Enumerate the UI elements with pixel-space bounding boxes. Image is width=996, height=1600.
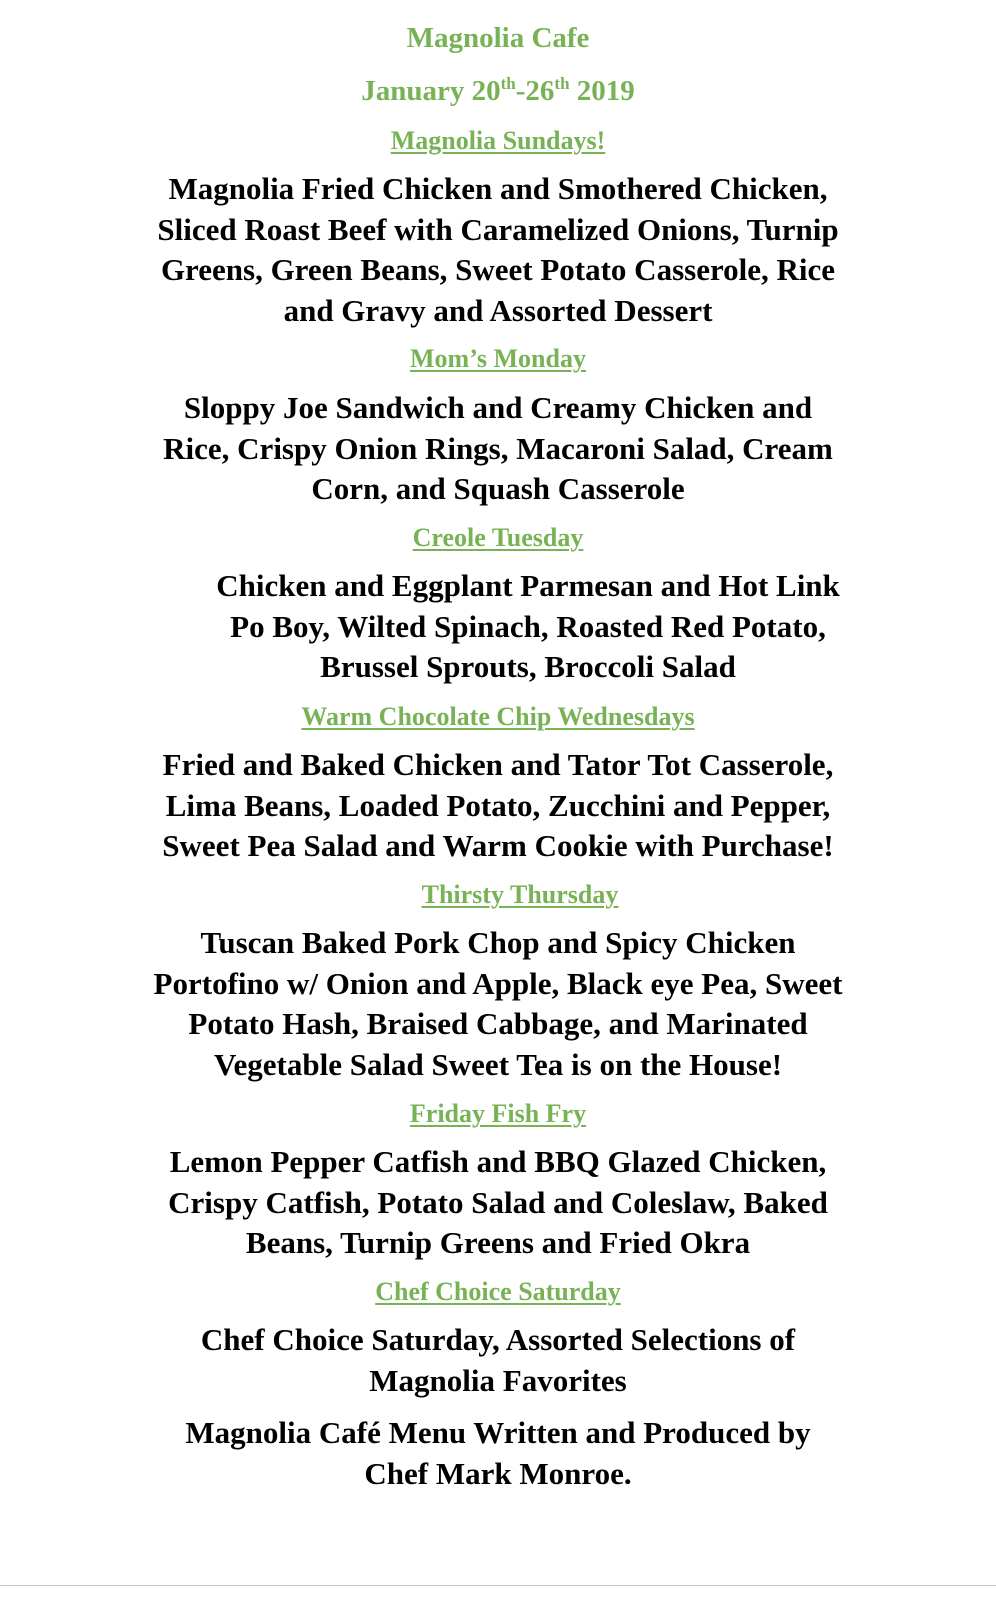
bottom-divider [0,1585,996,1586]
menu-line: Chef Choice Saturday, Assorted Selections of [200,1322,796,1357]
menu-credit [0,1413,996,1494]
menu-line: Potato Hash, Braised Cabbage, and Marinated [188,1006,808,1041]
heading-wednesday: Warm Chocolate Chip Wednesdays [301,702,695,731]
date-sup-start: th [500,74,516,93]
heading-tuesday: Creole Tuesday [412,523,584,552]
menu-line: Lima Beans, Loaded Potato, Zucchini and Pepper, [165,787,831,823]
menu-tuesday [40,566,996,688]
menu-line: Tuscan Baked Pork Chop and Spicy Chicken [200,925,796,960]
menu-line: Lemon Pepper Catfish and BBQ Glazed Chicken, [169,1144,827,1179]
menu-line: Sweet Pea Salad and Warm Cookie with Purchase! [162,828,834,863]
menu-line: Sliced Roast Beef with Caramelized Onions, Turnip [157,211,839,247]
date-month: January 20 [361,75,501,107]
credit-line: Chef Mark Monroe. [364,1455,632,1491]
menu-line: Magnolia Fried Chicken and Smothered Chicken, [168,171,828,206]
credit-line: Magnolia Café Menu Written and Produced by [185,1415,811,1450]
heading-monday: Mom’s Monday [410,344,586,373]
menu-friday [0,1142,996,1264]
date-mid: -26 [515,75,555,107]
menu-line: Brussel Sprouts, Broccoli Salad [320,649,736,684]
menu-line: and Gravy and Assorted Dessert [283,292,713,328]
date-sup-end: th [554,74,570,93]
menu-line: Portofino w/ Onion and Apple, Black eye Pea, Sweet [153,965,843,1001]
menu-line: Chicken and Eggplant Parmesan and Hot Link [216,568,840,603]
menu-line: Crispy Catfish, Potato Salad and Coleslaw, Baked [168,1184,828,1220]
menu-line: Beans, Turnip Greens and Fried Okra [245,1225,751,1260]
menu-line: Greens, Green Beans, Sweet Potato Casserole, Rice [160,252,836,287]
cafe-name: Magnolia Cafe [406,22,590,54]
menu-saturday [0,1320,996,1401]
menu-thursday [0,923,996,1085]
menu-line: Po Boy, Wilted Spinach, Roasted Red Potato, [230,608,826,644]
menu-monday [0,388,996,510]
heading-saturday: Chef Choice Saturday [375,1277,621,1306]
date-range [0,74,996,108]
date-year: 2019 [569,75,635,107]
menu-line: Vegetable Salad Sweet Tea is on the House! [213,1046,783,1082]
menu-line: Magnolia Favorites [369,1362,627,1398]
menu-line: Corn, and Squash Casserole [311,471,685,506]
heading-thursday: Thirsty Thursday [421,880,619,909]
menu-wednesday [0,745,996,867]
heading-sunday: Magnolia Sundays! [390,126,606,155]
menu-sunday [0,169,996,331]
menu-line: Fried and Baked Chicken and Tator Tot Casserole, [162,747,834,782]
heading-friday: Friday Fish Fry [409,1099,587,1128]
menu-line: Rice, Crispy Onion Rings, Macaroni Salad, Cream [163,430,833,466]
menu-line: Sloppy Joe Sandwich and Creamy Chicken and [183,390,813,425]
